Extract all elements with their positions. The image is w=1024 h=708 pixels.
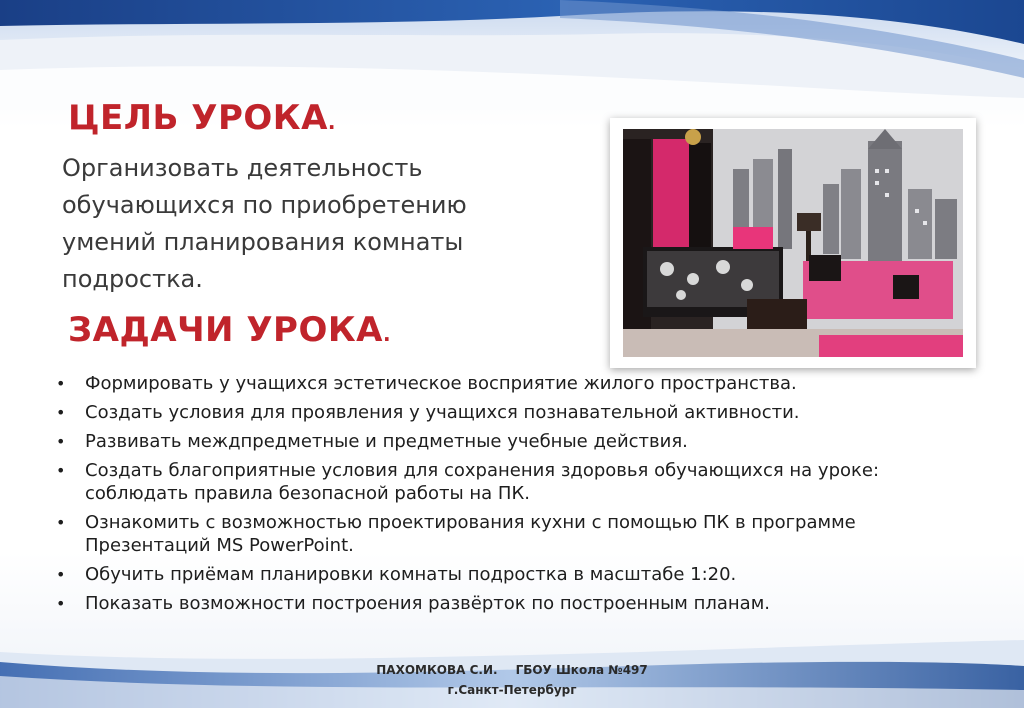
bullet-icon: • (56, 594, 66, 613)
goal-title-suffix: . (327, 110, 337, 134)
bedroom-photo-frame (610, 118, 976, 368)
task-text: Развивать междпредметные и предметные учебные действия. (85, 431, 688, 452)
task-text: Создать условия для проявления у учащихся познавательной активности. (85, 402, 800, 423)
goal-text: Организовать деятельность обучающихся по приобретению умений планирования комнаты подростка. (62, 154, 467, 293)
bullet-icon: • (56, 565, 66, 584)
task-text: Формировать у учащихся эстетическое восприятие жилого пространства. (85, 373, 797, 394)
bullet-icon: • (56, 513, 66, 532)
task-item (52, 372, 982, 395)
bullet-icon: • (56, 432, 66, 451)
footer-author: ПАХОМКОВА С.И. (376, 663, 498, 677)
task-item (52, 430, 982, 453)
task-text: Создать благоприятные условия для сохранения здоровья обучающихся на уроке: соблюдать правила безопасной работы на ПК. (85, 460, 880, 504)
task-text: Обучить приёмам планировки комнаты подростка в масштабе 1:20. (85, 564, 737, 585)
task-list (52, 372, 982, 621)
tasks-title-suffix: . (382, 322, 392, 346)
bullet-icon: • (56, 461, 66, 480)
tasks-title: ЗАДАЧИ УРОКА. (68, 310, 392, 350)
bedroom-photo (623, 129, 963, 357)
task-item (52, 401, 982, 424)
task-item (52, 511, 982, 557)
bullet-icon: • (56, 403, 66, 422)
task-item (52, 563, 982, 586)
task-item (52, 459, 982, 505)
footer-school: ГБОУ Школа №497 (515, 663, 648, 677)
bullet-icon: • (56, 374, 66, 393)
task-text: Ознакомить с возможностью проектирования кухни с помощью ПК в программе Презентаций MS PowerPoint. (85, 512, 856, 556)
task-text: Показать возможности построения развёрток по построенным планам. (85, 593, 771, 614)
footer-city: г.Санкт-Петербург (447, 683, 577, 697)
footer (0, 660, 1024, 700)
top-wave-decoration (0, 0, 1024, 110)
goal-title: ЦЕЛЬ УРОКА. (68, 98, 337, 138)
footer-line-author (0, 660, 1024, 680)
